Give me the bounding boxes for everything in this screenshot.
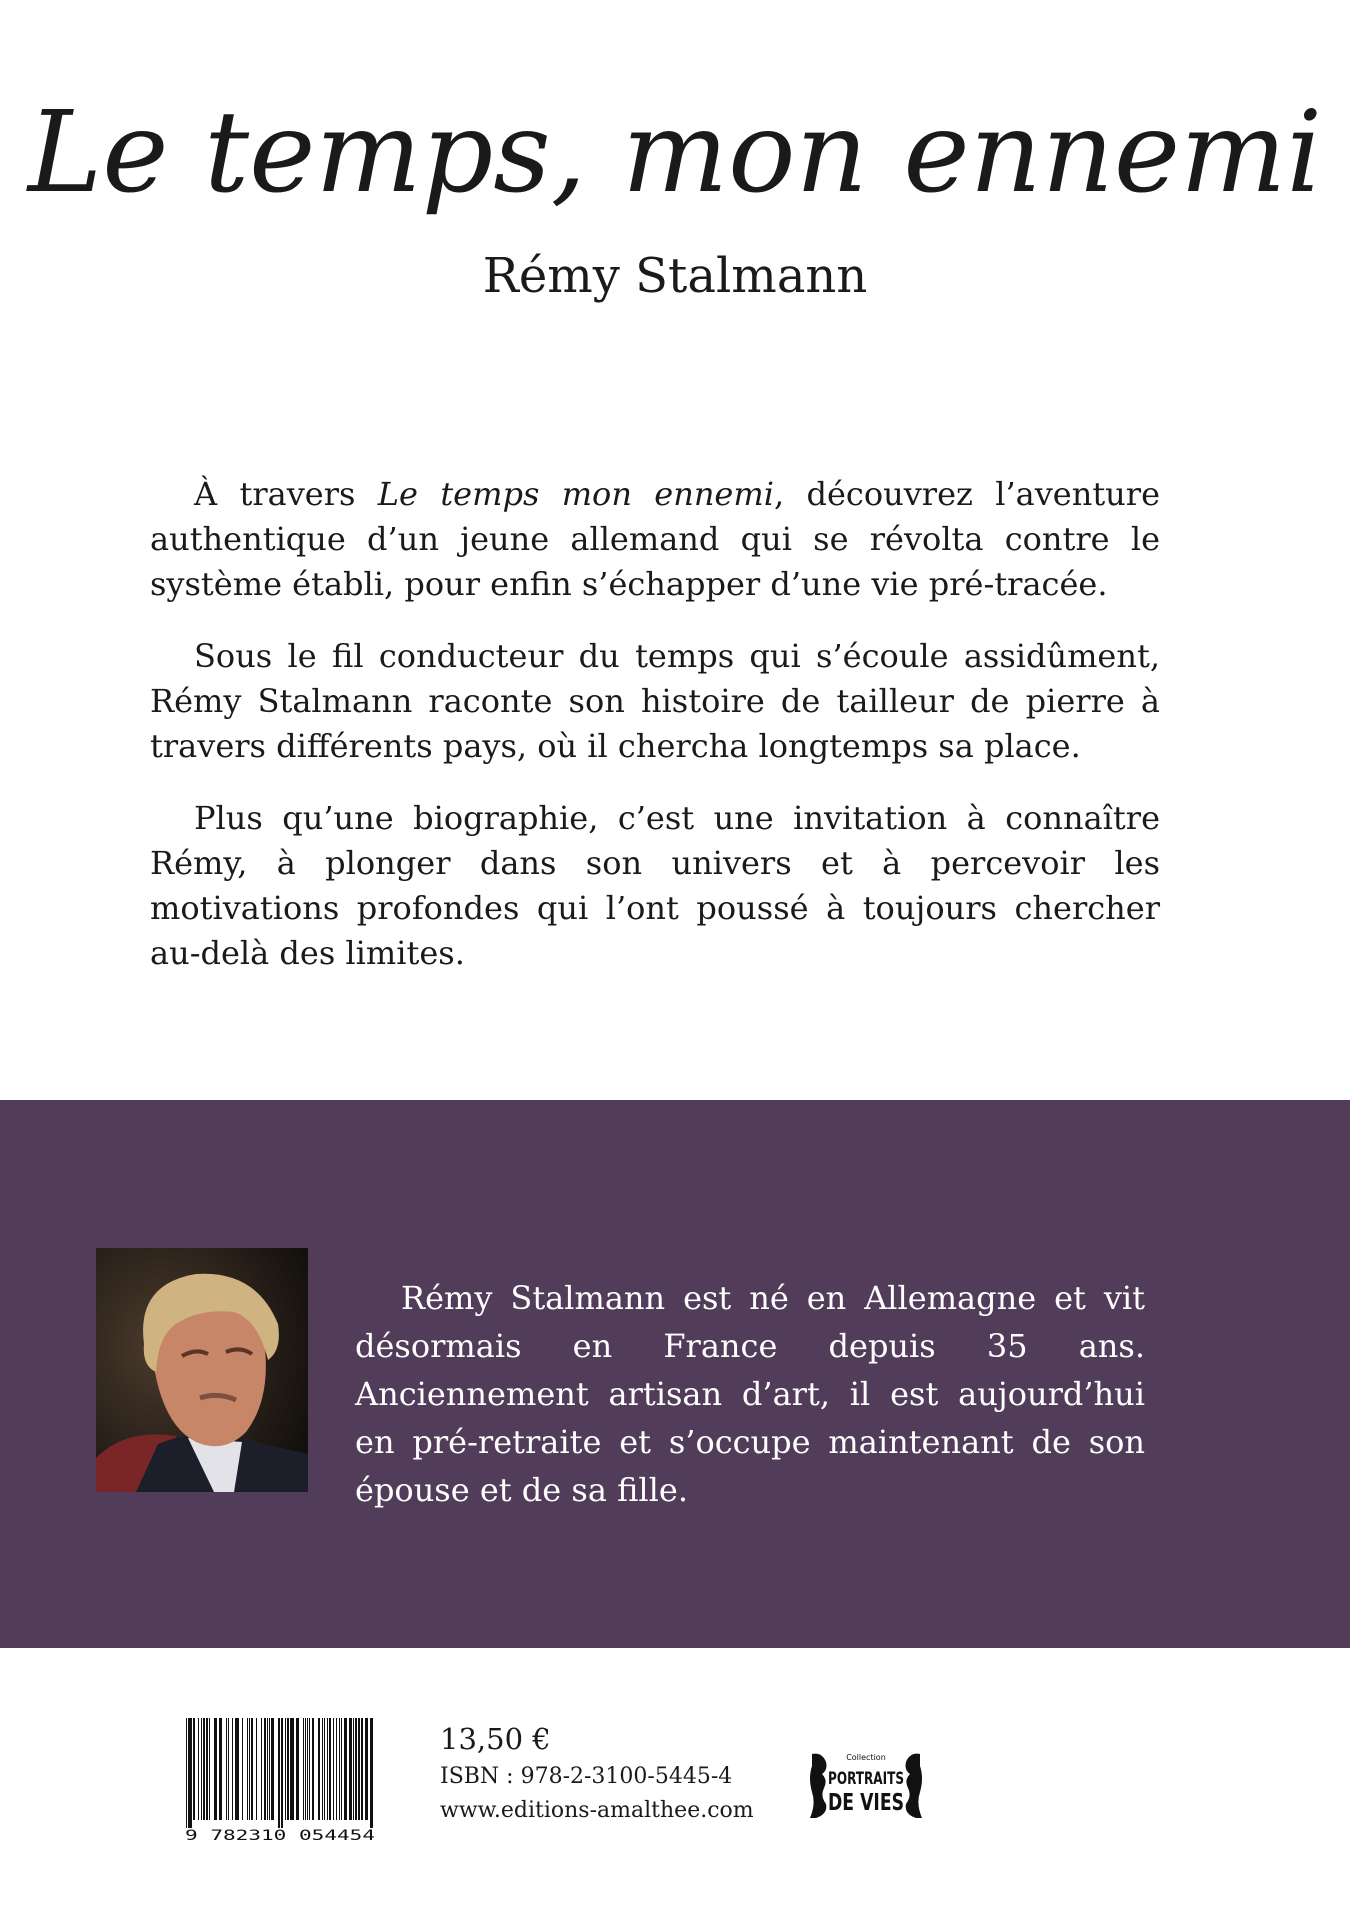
barcode-bar — [365, 1718, 368, 1820]
barcode-bar — [303, 1718, 304, 1820]
barcode-bar — [228, 1718, 229, 1820]
blurb-p1-start: À travers — [194, 475, 378, 513]
barcode-bar — [226, 1718, 227, 1820]
barcode-bar — [201, 1718, 202, 1820]
barcode-bar — [296, 1718, 299, 1820]
barcode-bar — [324, 1718, 325, 1820]
barcode-bar — [267, 1718, 268, 1820]
barcode-bar — [242, 1718, 243, 1820]
barcode-bar — [349, 1718, 352, 1820]
barcode-bar — [219, 1718, 222, 1820]
barcode-bar — [307, 1718, 308, 1820]
barcode-bar — [305, 1718, 306, 1820]
right-profile-silhouette-icon — [906, 1754, 923, 1818]
barcode-bar — [261, 1718, 262, 1820]
blurb-paragraph-3: Plus qu’une biographie, c’est une invitation à connaître Rémy, à plonger dans son univers et à percevoir les motivations profondes qui l’ont poussé à toujours chercher au-delà des limites. — [150, 799, 1160, 972]
barcode-digits: 9 782310 054454 — [185, 1828, 375, 1844]
book-title: Le temps, mon ennemi — [27, 88, 1323, 218]
barcode-bar — [355, 1718, 357, 1820]
barcode-bar — [285, 1718, 286, 1820]
barcode-bar — [336, 1718, 337, 1820]
barcode-bar — [247, 1718, 248, 1820]
author-photo — [96, 1248, 308, 1492]
blurb-p1-end: , découvrez l’aventure authentique d’un jeune allemand qui se révolta contre le système établi, pour enfin s’échapper d’une vie pré-tracée. — [150, 475, 1161, 603]
barcode-bar — [206, 1718, 208, 1820]
blurb-paragraph-1 — [150, 472, 1160, 607]
barcode-bar — [251, 1718, 253, 1820]
barcode-bar — [271, 1718, 274, 1820]
barcode-bar — [333, 1718, 334, 1820]
barcode-bar — [341, 1718, 342, 1820]
barcode-bar — [327, 1718, 328, 1820]
barcode-bar — [188, 1718, 192, 1828]
publisher-website: www.editions-amalthee.com — [440, 1798, 754, 1823]
author-portrait-image — [96, 1248, 308, 1492]
barcode-bar — [193, 1718, 195, 1820]
barcode-bar — [232, 1718, 233, 1820]
barcode-bar — [370, 1718, 373, 1828]
barcode-bar — [318, 1718, 320, 1820]
price: 13,50 € — [440, 1722, 551, 1756]
blurb-paragraph-2: Sous le fil conducteur du temps qui s’écoule assidûment, Rémy Stalmann raconte son histoire de tailleur de pierre à travers différents pays, où il chercha longtemps sa place. — [150, 637, 1160, 765]
isbn: ISBN : 978-2-3100-5445-4 — [440, 1764, 733, 1789]
barcode-bar — [235, 1718, 239, 1820]
author-bio: Rémy Stalmann est né en Allemagne et vit désormais en France depuis 35 ans. Anciennement artisan d’art, il est aujourd’hui en pré-retraite et s’occupe maintenant de son épouse et de sa fille. — [355, 1279, 1145, 1509]
barcode-bar — [281, 1718, 283, 1828]
left-profile-silhouette-icon — [810, 1754, 827, 1818]
barcode-bar — [329, 1718, 331, 1820]
barcode — [182, 1718, 378, 1846]
barcode-bar — [269, 1718, 270, 1820]
author-name: Rémy Stalmann — [482, 248, 868, 304]
barcode-bar — [353, 1718, 354, 1820]
barcode-bar — [309, 1718, 310, 1820]
barcode-bar — [198, 1718, 199, 1820]
barcode-bar — [278, 1718, 280, 1828]
barcode-bar — [214, 1718, 217, 1820]
barcode-bar — [209, 1718, 210, 1820]
blurb-title-reference: Le temps mon ennemi — [377, 475, 774, 513]
collection-logo — [806, 1748, 926, 1822]
barcode-bar — [186, 1718, 187, 1828]
barcode-bar — [249, 1718, 250, 1820]
collection-name-line-2: DE VIES — [828, 1790, 904, 1816]
collection-label: Collection — [846, 1753, 886, 1762]
barcode-bar — [344, 1718, 347, 1820]
barcode-bar — [322, 1718, 323, 1820]
blurb — [150, 472, 1160, 1003]
barcode-bar — [339, 1718, 340, 1820]
collection-name-line-1: PORTRAITS — [828, 1769, 904, 1789]
barcode-bar — [287, 1718, 289, 1820]
barcode-bar — [358, 1718, 360, 1820]
barcode-bar — [256, 1718, 257, 1820]
barcode-bar — [312, 1718, 314, 1820]
barcode-bar — [203, 1718, 205, 1820]
barcode-bar — [290, 1718, 294, 1820]
barcode-bar — [361, 1718, 363, 1820]
author-section — [0, 1100, 1350, 1648]
barcode-bar — [264, 1718, 266, 1820]
